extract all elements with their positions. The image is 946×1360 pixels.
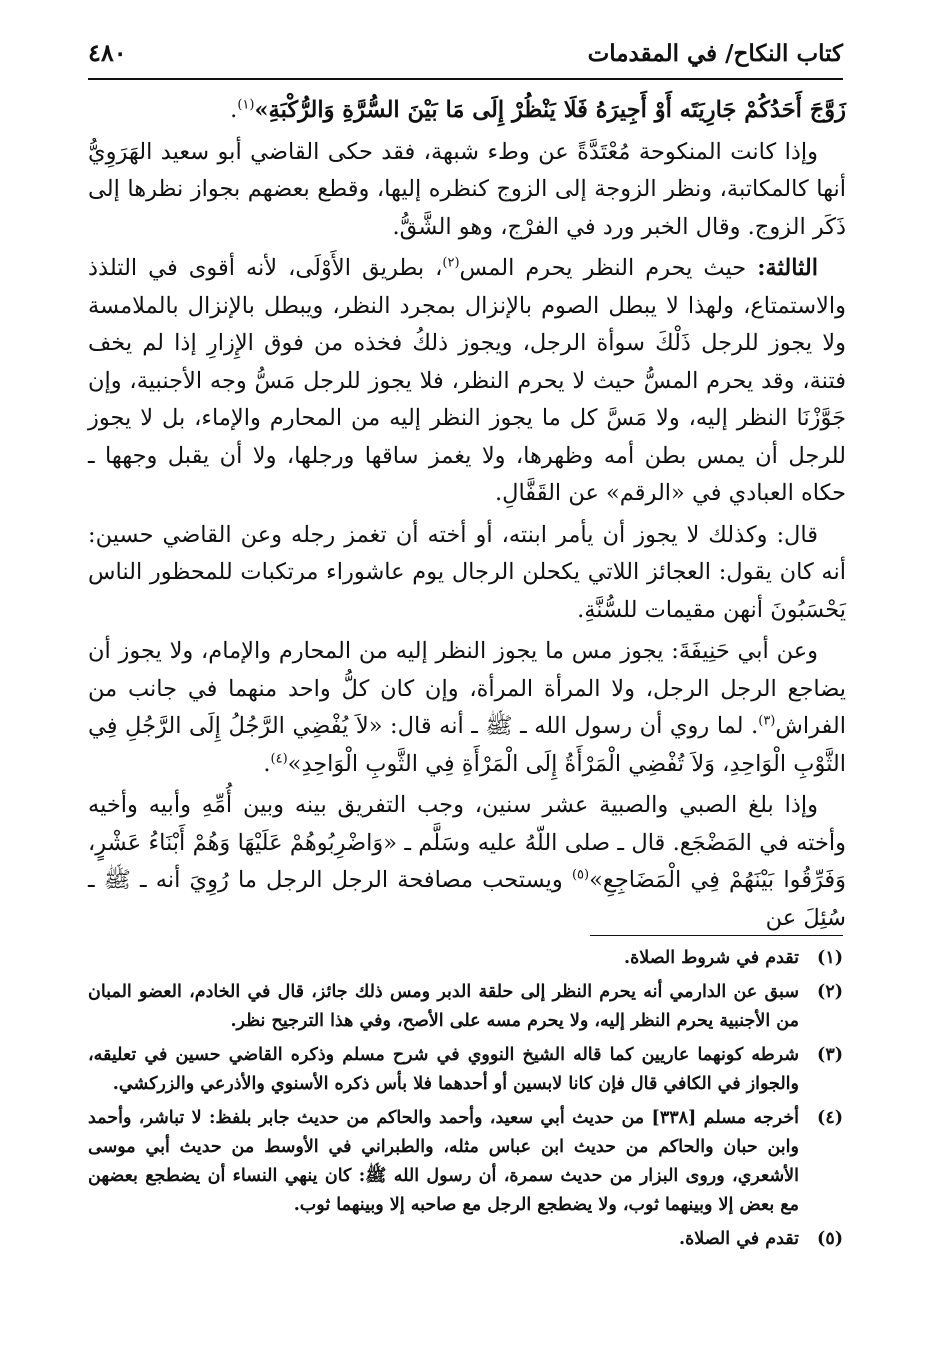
running-header <box>88 34 843 74</box>
paragraph-5 <box>88 633 846 783</box>
paragraph-text: وإذا كانت المنكوحة مُعْتَدَّةً عن وطء شبهة، فقد حكى القاضي أبو سعيد الهَرَوِيُّ أنها كالمكاتبة، ونظر الزوجة إلى الزوج كنظره إليها، وقطع بعضهم بجواز نظرها إلى ذَكَر الزوج. وقال الخبر ورد في الفرْج، وهو الشَّقُّ. <box>88 138 846 240</box>
punct: . <box>230 97 238 123</box>
footnote-text: شرطه كونهما عاريين كما قاله الشيخ النووي في شرح مسلم وذكره القاضي حسين في تعليقه، والجواز في الكافي قال فإن كانا لابسين أو أحدهما فلا بأس ذكره الأسنوي والأذرعي والزركشي. <box>88 1045 799 1094</box>
footnote-text: تقدم في الصلاة. <box>679 1229 799 1249</box>
footnote-ref: (١) <box>237 97 255 113</box>
chapter-title: كتاب النكاح/ في المقدمات <box>587 40 843 67</box>
hadith-text: زَوَّجَ أَحَدُكُمْ جَارِيَتَه أَوْ أَجِيرَهُ فَلَا يَنْظُرْ إِلَى مَا بَيْنَ السُّرَّةِ وَالرُّكْبَةِ» <box>254 97 846 123</box>
footnote-text: سبق عن الدارمي أنه يحرم النظر إلى حلقة الدبر ومس ذلك جائز، قال في الخادم، العضو المبان من الأجنبية يحرم النظر إليه، ولا يحرم مسه على الأصح، وفي هذا الترجيح نظر. <box>88 982 799 1031</box>
footnotes <box>88 944 843 1259</box>
paragraph-text: حيث يحرم النظر يحرم المس <box>459 255 747 281</box>
main-text <box>88 92 846 941</box>
paragraph-text: وعن أبي حَنِيفَةَ: يجوز مس ما يجوز النظر إليه من المحارم والإمام، ولا يجوز أن يضاجع الرجل الرجل، ولا المرأة المرأة، وإن كان كلُّ واحد منهما في جانب من الفراش <box>88 638 846 739</box>
footnote-number: (٥) <box>817 1229 843 1249</box>
footnote-number: (٢) <box>817 982 843 1002</box>
page-number: ٤٨٠ <box>88 38 127 67</box>
paragraph-6 <box>88 787 846 937</box>
paragraph-text: قال: وكذلك لا يجوز أن يأمر ابنته، أو أخته أن تغمز رجله وعن القاضي حسين: أنه كان يقول: العجائز اللاتي يكحلن الرجال يوم عاشوراء مرتكبات للمحظور الناس يَحْسَبُونَ أنهن مقيمات للسُّنَّةِ. <box>88 521 846 623</box>
header-rule <box>88 78 843 80</box>
footnote <box>88 1041 843 1099</box>
footnote-number: (١) <box>817 948 843 968</box>
footnote-ref: (٥) <box>571 867 590 883</box>
paragraph-3 <box>88 250 846 513</box>
footnote-text: تقدم في شروط الصلاة. <box>624 948 799 968</box>
footnote <box>88 1225 843 1254</box>
paragraph-2 <box>88 134 846 247</box>
paragraph-1 <box>88 92 846 130</box>
footnote <box>88 1104 843 1220</box>
footnote-ref: (٣) <box>758 713 776 729</box>
footnote <box>88 978 843 1036</box>
paragraph-text: وإذا بلغ الصبي والصبية عشر سنين، وجب التفريق بينه وبين أُمِّهِ وأبيه وأخيه وأخته في المَضْجَع. قال ـ صلى اللّهُ عليه وسَلَّم ـ «وَاضْرِبُوهُمْ عَلَيْهَا وَهُمْ أَبْنَاءُ عَشْرٍ، وَفَرِّقُوا بَيْنَهُمْ فِي الْمَضَاجِعِ» <box>88 792 846 893</box>
paragraph-text: ، بطريق الأَوْلَى، لأنه أقوى في التلذذ والاستمتاع، ولهذا لا يبطل الصوم بالإنزال بمجرد النظر، ويبطل بالإنزال بالملامسة ولا يجوز للرجل ذَلْكَ سوأة الرجل، ويجوز ذلكُ فخذه من فوق الإِزارِ إذا لم يخف فتنة، وقد يحرم المسُّ حيث لا يحرم النظر، فلا يجوز للرجل مَسُّ وجه الأجنبية، وإن جَوَّزْنَا النظر إليه، ولا مَسَّ كل ما يجوز النظر إليه من المحارم والإماء، بل لا يجوز للرجل أن يمس بطن أمه وظهرها، ولا يغمز ساقها ورجلها، ولا أن يقبل وجهها ـ حكاه العبادي في «الرقم» عن القَفَّالِ. <box>88 255 846 506</box>
paragraph-text: . لما روي أن رسول الله ـ ﷺ ـ أنه قال: «لاَ يُفْضِي الرَّجُلُ إِلَى الرَّجُلِ فِي الثَّوْبِ الْوَاحِدِ، وَلاَ تُفْضِي الْمَرْأَةُ إِلَى الْمَرْأَةِ فِي الثَّوبِ الْوَاحِدِ» <box>88 713 846 777</box>
section-lead: الثالثة: <box>757 255 818 281</box>
footnote-text: أخرجه مسلم [٣٣٨] من حديث أبي سعيد، وأحمد والحاكم من حديث جابر بلفظ: لا تباشر، وأحمد وابن حبان والحاكم من حديث ابن عباس مثله، والطبراني في الأوسط من حديث أبي موسى الأشعري، وروى البزار من حديث سمرة، أن رسول الله ﷺ: كان ينهي النساء أن يضطجع بعضهن مع بعض إلا وبينهما ثوب، ولا يضطجع الرجل مع صاحبه إلا وبينهما ثوب. <box>88 1108 799 1215</box>
paragraph-4 <box>88 517 846 630</box>
punct: . <box>263 750 271 777</box>
footnote-number: (٤) <box>817 1108 843 1128</box>
paragraph-text: ويستحب مصافحة الرجل الرجل ما رُوِيَ أنه ـ ﷺ ـ سُئِلَ عن <box>88 867 846 931</box>
footnote-rule <box>590 935 843 936</box>
footnote-ref: (٢) <box>442 255 460 271</box>
footnote <box>88 944 843 973</box>
footnote-ref: (٤) <box>270 751 288 766</box>
footnote-number: (٣) <box>817 1045 843 1065</box>
